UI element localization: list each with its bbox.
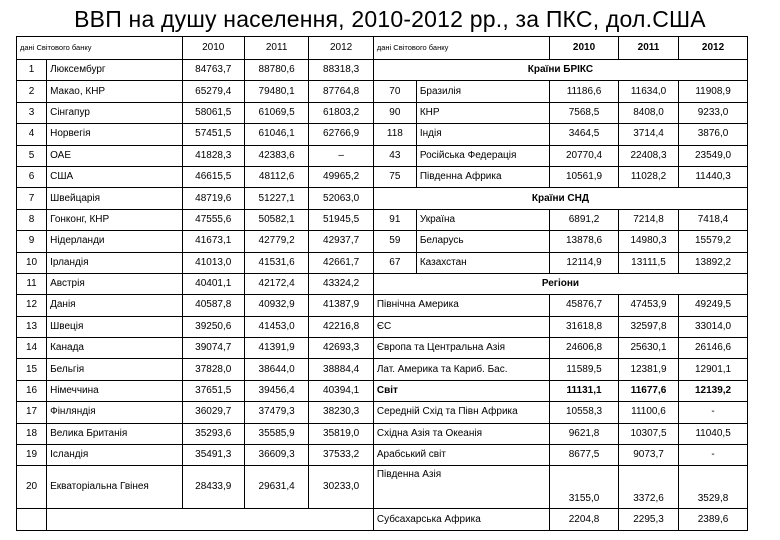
right-name: Казахстан <box>416 252 549 273</box>
right-rank: 59 <box>373 231 416 252</box>
right-rank: 43 <box>373 145 416 166</box>
left-country: Екваторіальна Гвінея <box>47 466 182 509</box>
left-value-2012: 49965,2 <box>309 166 373 187</box>
region-value-2012: - <box>679 445 748 466</box>
left-country: Бельгія <box>47 359 182 380</box>
gdp-table <box>16 36 748 531</box>
right-value-2010: 12114,9 <box>550 252 619 273</box>
left-rank: 8 <box>17 209 47 230</box>
left-country: Сінгапур <box>47 102 182 123</box>
right-value-2010: 20770,4 <box>550 145 619 166</box>
region-value-2011: 10307,5 <box>618 423 678 444</box>
right-value-2012: 9233,0 <box>679 102 748 123</box>
left-country: Норвегія <box>47 124 182 145</box>
left-value-2010: 28433,9 <box>182 466 244 509</box>
left-value-2011: 29631,4 <box>244 466 308 509</box>
left-value-2011: 38644,0 <box>244 359 308 380</box>
right-name: Бразилія <box>416 81 549 102</box>
left-value-2010: 37828,0 <box>182 359 244 380</box>
left-value-2011: 35585,9 <box>244 423 308 444</box>
table-body <box>17 37 748 531</box>
left-value-2012: 30233,0 <box>309 466 373 509</box>
right-rank: 90 <box>373 102 416 123</box>
left-rank: 4 <box>17 124 47 145</box>
left-rank: 6 <box>17 166 47 187</box>
left-rank: 17 <box>17 402 47 423</box>
right-name: Беларусь <box>416 231 549 252</box>
right-value-2012: 11908,9 <box>679 81 748 102</box>
left-value-2010: 39074,7 <box>182 338 244 359</box>
left-value-2011: 51227,1 <box>244 188 308 209</box>
left-value-2011: 48112,6 <box>244 166 308 187</box>
region-value-2010: 8677,5 <box>550 445 619 466</box>
region-value-2010: 2204,8 <box>550 509 619 530</box>
region-value-2011: 32597,8 <box>618 316 678 337</box>
left-value-2011: 41391,9 <box>244 338 308 359</box>
table-row <box>17 445 748 466</box>
left-country: Люксембург <box>47 60 182 81</box>
left-value-2011: 39456,4 <box>244 380 308 401</box>
left-value-2012: 38884,4 <box>309 359 373 380</box>
right-name: Індія <box>416 124 549 145</box>
region-name: Південна Азія <box>373 466 549 509</box>
table-row <box>17 402 748 423</box>
left-value-2010: 41013,0 <box>182 252 244 273</box>
left-year-2011: 2011 <box>244 37 308 60</box>
region-value-2012: 3529,8 <box>679 466 748 509</box>
region-value-2010: 31618,8 <box>550 316 619 337</box>
right-name: Південна Африка <box>416 166 549 187</box>
left-rank: 12 <box>17 295 47 316</box>
section-brics: Країни БРІКС <box>373 60 747 81</box>
left-value-2010: 40401,1 <box>182 273 244 294</box>
left-rank: 19 <box>17 445 47 466</box>
right-value-2011: 13111,5 <box>618 252 678 273</box>
right-value-2010: 6891,2 <box>550 209 619 230</box>
left-value-2011: 42383,6 <box>244 145 308 166</box>
table-row <box>17 231 748 252</box>
left-country: Канада <box>47 338 182 359</box>
left-value-2011: 42779,2 <box>244 231 308 252</box>
region-value-2010: 3155,0 <box>550 466 619 509</box>
right-rank: 70 <box>373 81 416 102</box>
table-row <box>17 145 748 166</box>
left-country: Швейцарія <box>47 188 182 209</box>
left-value-2011: 88780,6 <box>244 60 308 81</box>
left-value-2011: 41453,0 <box>244 316 308 337</box>
left-empty-rank <box>17 509 47 530</box>
right-value-2010: 3464,5 <box>550 124 619 145</box>
left-empty <box>47 509 374 530</box>
region-name: Лат. Америка та Кариб. Бас. <box>373 359 549 380</box>
left-country: Німеччина <box>47 380 182 401</box>
left-value-2012: 35819,0 <box>309 423 373 444</box>
left-value-2011: 41531,6 <box>244 252 308 273</box>
left-value-2012: – <box>309 145 373 166</box>
left-country: США <box>47 166 182 187</box>
region-value-2012: 12901,1 <box>679 359 748 380</box>
left-rank: 11 <box>17 273 47 294</box>
region-value-2010: 10558,3 <box>550 402 619 423</box>
right-rank: 91 <box>373 209 416 230</box>
left-value-2012: 61803,2 <box>309 102 373 123</box>
left-rank: 13 <box>17 316 47 337</box>
right-value-2010: 7568,5 <box>550 102 619 123</box>
left-value-2010: 48719,6 <box>182 188 244 209</box>
right-value-2011: 11028,2 <box>618 166 678 187</box>
right-value-2011: 14980,3 <box>618 231 678 252</box>
right-year-2011: 2011 <box>618 37 678 60</box>
right-value-2010: 11186,6 <box>550 81 619 102</box>
table-row <box>17 359 748 380</box>
table-row <box>17 166 748 187</box>
right-value-2011: 11634,0 <box>618 81 678 102</box>
region-value-2012: 12139,2 <box>679 380 748 401</box>
left-value-2012: 40394,1 <box>309 380 373 401</box>
right-value-2011: 8408,0 <box>618 102 678 123</box>
region-value-2012: 2389,6 <box>679 509 748 530</box>
left-year-2010: 2010 <box>182 37 244 60</box>
left-value-2012: 62766,9 <box>309 124 373 145</box>
right-value-2011: 3714,4 <box>618 124 678 145</box>
table-row <box>17 466 748 509</box>
region-value-2012: 11040,5 <box>679 423 748 444</box>
left-rank: 9 <box>17 231 47 252</box>
left-value-2010: 65279,4 <box>182 81 244 102</box>
table-row <box>17 509 748 530</box>
right-source-label: дані Світового банку <box>373 37 549 60</box>
left-value-2012: 51945,5 <box>309 209 373 230</box>
left-value-2010: 58061,5 <box>182 102 244 123</box>
table-row <box>17 188 748 209</box>
right-name: Російська Федерація <box>416 145 549 166</box>
left-value-2011: 42172,4 <box>244 273 308 294</box>
left-value-2011: 61069,5 <box>244 102 308 123</box>
right-value-2012: 3876,0 <box>679 124 748 145</box>
left-value-2011: 40932,9 <box>244 295 308 316</box>
region-name: Світ <box>373 380 549 401</box>
left-source-label: дані Світового банку <box>17 37 183 60</box>
left-value-2010: 84763,7 <box>182 60 244 81</box>
right-rank: 67 <box>373 252 416 273</box>
left-value-2012: 37533,2 <box>309 445 373 466</box>
left-value-2010: 41828,3 <box>182 145 244 166</box>
left-country: Ісландія <box>47 445 182 466</box>
table-row <box>17 209 748 230</box>
left-rank: 10 <box>17 252 47 273</box>
region-value-2012: 33014,0 <box>679 316 748 337</box>
table-row <box>17 338 748 359</box>
left-rank: 3 <box>17 102 47 123</box>
left-country: Велика Британія <box>47 423 182 444</box>
left-value-2010: 37651,5 <box>182 380 244 401</box>
region-name: Європа та Центральна Азія <box>373 338 549 359</box>
region-value-2011: 9073,7 <box>618 445 678 466</box>
left-rank: 7 <box>17 188 47 209</box>
left-country: Фінляндія <box>47 402 182 423</box>
right-year-2010: 2010 <box>550 37 619 60</box>
left-value-2010: 47555,6 <box>182 209 244 230</box>
left-value-2012: 42216,8 <box>309 316 373 337</box>
region-value-2011: 2295,3 <box>618 509 678 530</box>
left-country: Австрія <box>47 273 182 294</box>
left-rank: 18 <box>17 423 47 444</box>
right-name: КНР <box>416 102 549 123</box>
left-value-2010: 57451,5 <box>182 124 244 145</box>
region-name: Арабський світ <box>373 445 549 466</box>
table-row <box>17 316 748 337</box>
left-country: Нідерланди <box>47 231 182 252</box>
left-value-2010: 39250,6 <box>182 316 244 337</box>
right-value-2012: 11440,3 <box>679 166 748 187</box>
right-rank: 118 <box>373 124 416 145</box>
right-rank: 75 <box>373 166 416 187</box>
left-value-2011: 61046,1 <box>244 124 308 145</box>
right-value-2010: 10561,9 <box>550 166 619 187</box>
right-value-2012: 7418,4 <box>679 209 748 230</box>
left-rank: 15 <box>17 359 47 380</box>
left-value-2010: 36029,7 <box>182 402 244 423</box>
left-country: Макао, КНР <box>47 81 182 102</box>
region-value-2010: 11589,5 <box>550 359 619 380</box>
left-country: Гонконг, КНР <box>47 209 182 230</box>
left-value-2011: 79480,1 <box>244 81 308 102</box>
left-value-2010: 35293,6 <box>182 423 244 444</box>
region-value-2011: 12381,9 <box>618 359 678 380</box>
region-value-2012: 49249,5 <box>679 295 748 316</box>
left-value-2012: 41387,9 <box>309 295 373 316</box>
table-row <box>17 252 748 273</box>
left-value-2012: 88318,3 <box>309 60 373 81</box>
region-value-2011: 47453,9 <box>618 295 678 316</box>
left-rank: 16 <box>17 380 47 401</box>
section-cis: Країни СНД <box>373 188 747 209</box>
left-country: Ірландія <box>47 252 182 273</box>
table-row <box>17 102 748 123</box>
left-value-2010: 46615,5 <box>182 166 244 187</box>
left-value-2010: 35491,3 <box>182 445 244 466</box>
left-value-2012: 52063,0 <box>309 188 373 209</box>
left-value-2011: 37479,3 <box>244 402 308 423</box>
left-value-2011: 50582,1 <box>244 209 308 230</box>
region-value-2011: 11100,6 <box>618 402 678 423</box>
region-value-2010: 45876,7 <box>550 295 619 316</box>
region-value-2010: 24606,8 <box>550 338 619 359</box>
right-value-2012: 13892,2 <box>679 252 748 273</box>
right-value-2010: 13878,6 <box>550 231 619 252</box>
left-value-2012: 38230,3 <box>309 402 373 423</box>
right-value-2012: 15579,2 <box>679 231 748 252</box>
table-row <box>17 124 748 145</box>
left-country: Швеція <box>47 316 182 337</box>
right-year-2012: 2012 <box>679 37 748 60</box>
left-rank: 20 <box>17 466 47 509</box>
left-value-2012: 42661,7 <box>309 252 373 273</box>
table-row <box>17 423 748 444</box>
table-row <box>17 380 748 401</box>
region-value-2012: - <box>679 402 748 423</box>
left-rank: 14 <box>17 338 47 359</box>
header-row <box>17 37 748 60</box>
right-name: Україна <box>416 209 549 230</box>
right-value-2011: 22408,3 <box>618 145 678 166</box>
region-value-2011: 3372,6 <box>618 466 678 509</box>
right-value-2011: 7214,8 <box>618 209 678 230</box>
region-value-2010: 11131,1 <box>550 380 619 401</box>
region-name: Середній Схід та Півн Африка <box>373 402 549 423</box>
left-value-2012: 42937,7 <box>309 231 373 252</box>
region-value-2011: 25630,1 <box>618 338 678 359</box>
left-value-2012: 43324,2 <box>309 273 373 294</box>
region-name: Східна Азія та Океанія <box>373 423 549 444</box>
region-value-2011: 11677,6 <box>618 380 678 401</box>
left-value-2010: 40587,8 <box>182 295 244 316</box>
left-year-2012: 2012 <box>309 37 373 60</box>
left-value-2012: 42693,3 <box>309 338 373 359</box>
left-rank: 2 <box>17 81 47 102</box>
region-name: ЄС <box>373 316 549 337</box>
page-title: ВВП на душу населення, 2010-2012 рр., за ПКС, дол.США <box>74 6 706 32</box>
region-value-2012: 26146,6 <box>679 338 748 359</box>
left-country: ОАЕ <box>47 145 182 166</box>
table-row <box>17 273 748 294</box>
left-value-2010: 41673,1 <box>182 231 244 252</box>
left-value-2012: 87764,8 <box>309 81 373 102</box>
region-name: Північна Америка <box>373 295 549 316</box>
right-value-2012: 23549,0 <box>679 145 748 166</box>
region-name: Субсахарська Африка <box>373 509 549 530</box>
left-rank: 1 <box>17 60 47 81</box>
section-regions: Регіони <box>373 273 747 294</box>
table-row <box>17 81 748 102</box>
table-row <box>17 60 748 81</box>
region-value-2010: 9621,8 <box>550 423 619 444</box>
left-rank: 5 <box>17 145 47 166</box>
left-country: Данія <box>47 295 182 316</box>
left-value-2011: 36609,3 <box>244 445 308 466</box>
table-row <box>17 295 748 316</box>
